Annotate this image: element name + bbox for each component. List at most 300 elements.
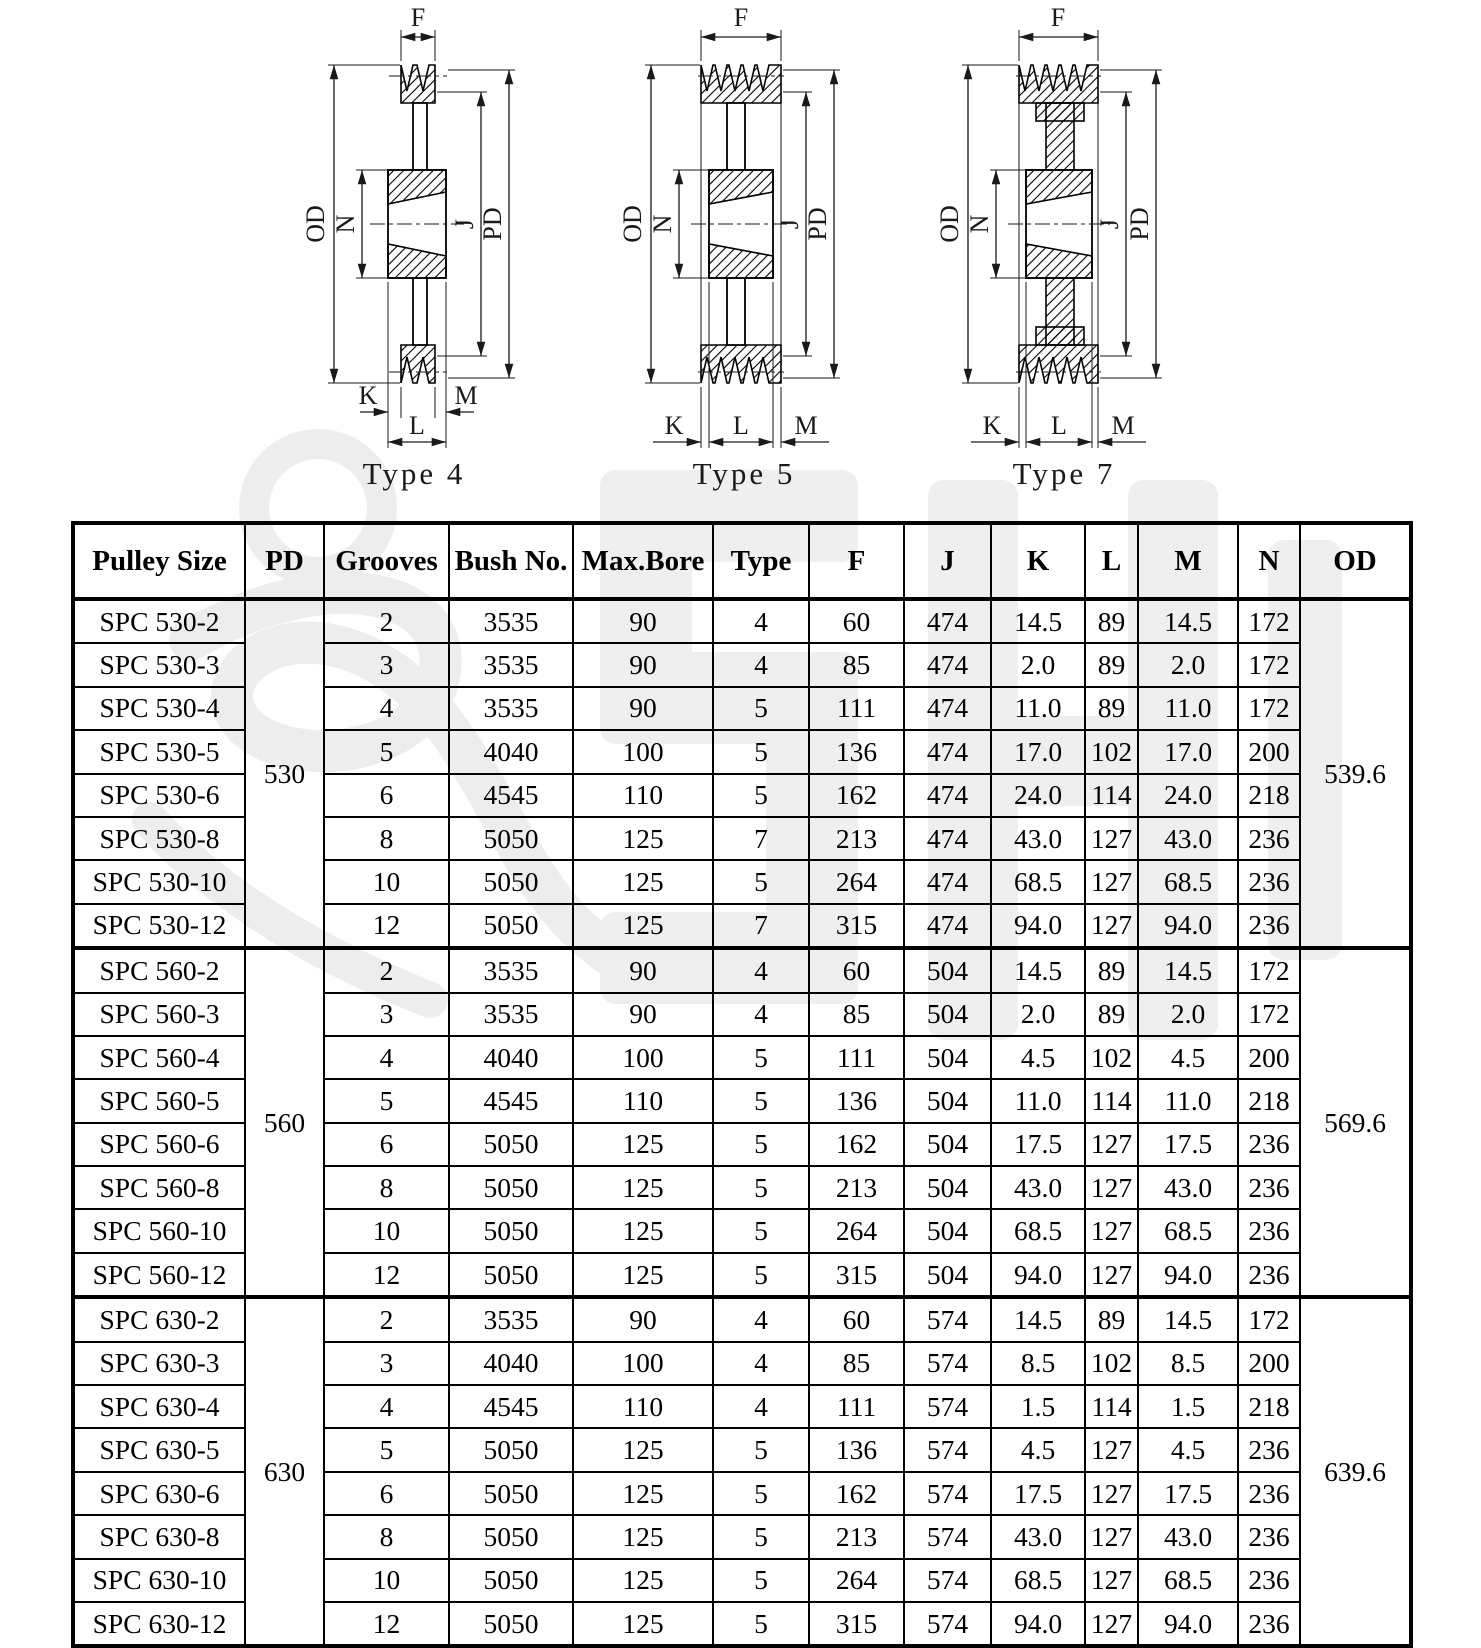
dim-label-m: M: [454, 381, 478, 410]
cell-value: 474: [904, 687, 991, 730]
cell-value: 315: [809, 1253, 904, 1297]
table-row: [73, 599, 1411, 643]
cell-value: 172: [1238, 643, 1300, 686]
cell-value: 14.5: [991, 1297, 1085, 1341]
column-header-pulley-size: Pulley Size: [73, 523, 245, 599]
cell-value: 236: [1238, 1166, 1300, 1209]
cell-value: 2.0: [1138, 643, 1238, 686]
cell-value: 504: [904, 1079, 991, 1122]
cell-value: 4040: [449, 1342, 573, 1385]
cell-value: 474: [904, 730, 991, 773]
cell-value: 236: [1238, 1602, 1300, 1646]
cell-value: 136: [809, 1079, 904, 1122]
cell-pulley-size: SPC 530-2: [73, 599, 245, 643]
cell-value: 11.0: [1138, 687, 1238, 730]
cell-pulley-size: SPC 530-6: [73, 774, 245, 817]
cell-value: 172: [1238, 948, 1300, 992]
cell-value: 125: [573, 1602, 713, 1646]
cell-value: 17.0: [1138, 730, 1238, 773]
cell-value: 264: [809, 860, 904, 903]
cell-value: 264: [809, 1559, 904, 1602]
cell-value: 3: [324, 1342, 449, 1385]
cell-value: 5: [713, 1559, 809, 1602]
cell-value: 43.0: [1138, 1515, 1238, 1558]
cell-value: 5050: [449, 1253, 573, 1297]
cell-value: 4: [713, 1342, 809, 1385]
cell-value: 236: [1238, 860, 1300, 903]
cell-value: 2.0: [1138, 993, 1238, 1036]
cell-value: 5: [713, 1166, 809, 1209]
cell-pulley-size: SPC 560-10: [73, 1209, 245, 1252]
cell-od-merged: 639.6: [1300, 1297, 1411, 1646]
cell-value: 68.5: [1138, 1559, 1238, 1602]
cell-value: 574: [904, 1428, 991, 1471]
cell-value: 17.0: [991, 730, 1085, 773]
cell-value: 8: [324, 1515, 449, 1558]
cell-value: 127: [1085, 1428, 1138, 1471]
cell-value: 114: [1085, 1079, 1138, 1122]
dim-label-f: F: [733, 3, 749, 32]
cell-value: 4: [713, 1297, 809, 1341]
cell-pulley-size: SPC 530-8: [73, 817, 245, 860]
cell-value: 5: [713, 1253, 809, 1297]
cell-value: 17.5: [991, 1472, 1085, 1515]
cell-value: 4: [324, 1036, 449, 1079]
cell-value: 200: [1238, 1342, 1300, 1385]
pulley-spec-table: [71, 521, 1413, 1648]
cell-value: 8: [324, 1166, 449, 1209]
cell-value: 4.5: [1138, 1036, 1238, 1079]
dim-label-n: N: [648, 214, 677, 234]
dim-label-od: OD: [301, 205, 330, 243]
cell-value: 68.5: [1138, 1209, 1238, 1252]
cell-value: 114: [1085, 1385, 1138, 1428]
table-row: [73, 1297, 1411, 1341]
cell-pulley-size: SPC 560-2: [73, 948, 245, 992]
cell-value: 125: [573, 817, 713, 860]
cell-value: 264: [809, 1209, 904, 1252]
cell-value: 5050: [449, 817, 573, 860]
column-header-pd: PD: [245, 523, 324, 599]
cell-value: 474: [904, 774, 991, 817]
cell-value: 5: [324, 730, 449, 773]
cell-value: 474: [904, 904, 991, 948]
cell-value: 236: [1238, 1253, 1300, 1297]
dim-label-pd: PD: [1125, 207, 1154, 241]
cell-value: 5: [713, 730, 809, 773]
cell-value: 127: [1085, 1253, 1138, 1297]
dim-label-j: J: [1095, 218, 1124, 230]
cell-value: 68.5: [1138, 860, 1238, 903]
cell-value: 218: [1238, 1079, 1300, 1122]
cell-value: 7: [713, 817, 809, 860]
cell-value: 236: [1238, 817, 1300, 860]
cell-value: 4040: [449, 730, 573, 773]
dim-label-od: OD: [935, 205, 964, 243]
cell-value: 7: [713, 904, 809, 948]
dim-label-f: F: [1050, 3, 1066, 32]
cell-value: 89: [1085, 599, 1138, 643]
cell-pulley-size: SPC 530-5: [73, 730, 245, 773]
pulley-drawing-type5: [606, 3, 926, 492]
cell-pulley-size: SPC 630-5: [73, 1428, 245, 1471]
cell-value: 315: [809, 904, 904, 948]
cell-value: 127: [1085, 860, 1138, 903]
cell-value: 162: [809, 1472, 904, 1515]
dim-label-l: L: [1051, 411, 1067, 440]
cell-value: 14.5: [991, 948, 1085, 992]
cell-value: 172: [1238, 687, 1300, 730]
cell-value: 8.5: [1138, 1342, 1238, 1385]
cell-od-merged: 569.6: [1300, 948, 1411, 1297]
cell-value: 5050: [449, 1428, 573, 1471]
cell-value: 5: [713, 860, 809, 903]
dim-label-k: K: [982, 411, 1002, 440]
cell-value: 474: [904, 599, 991, 643]
dim-label-pd: PD: [478, 207, 507, 241]
cell-value: 127: [1085, 904, 1138, 948]
cell-value: 3: [324, 643, 449, 686]
cell-value: 3535: [449, 993, 573, 1036]
cell-value: 5050: [449, 860, 573, 903]
cell-pulley-size: SPC 530-10: [73, 860, 245, 903]
pulley-cross-section-type4: [276, 3, 596, 454]
dim-label-j: J: [775, 218, 804, 230]
cell-value: 114: [1085, 774, 1138, 817]
cell-value: 125: [573, 1428, 713, 1471]
cell-value: 89: [1085, 1297, 1138, 1341]
cell-value: 5: [713, 1472, 809, 1515]
cell-value: 85: [809, 1342, 904, 1385]
cell-value: 60: [809, 1297, 904, 1341]
cell-value: 2: [324, 599, 449, 643]
cell-pulley-size: SPC 530-3: [73, 643, 245, 686]
cell-value: 90: [573, 1297, 713, 1341]
cell-value: 102: [1085, 730, 1138, 773]
cell-value: 89: [1085, 948, 1138, 992]
cell-value: 1.5: [991, 1385, 1085, 1428]
dim-label-f: F: [410, 3, 426, 32]
cell-value: 17.5: [991, 1123, 1085, 1166]
cell-value: 85: [809, 993, 904, 1036]
cell-pulley-size: SPC 630-12: [73, 1602, 245, 1646]
cell-value: 102: [1085, 1342, 1138, 1385]
cell-value: 236: [1238, 1559, 1300, 1602]
cell-value: 218: [1238, 774, 1300, 817]
cell-value: 3535: [449, 687, 573, 730]
cell-value: 102: [1085, 1036, 1138, 1079]
dim-label-k: K: [664, 411, 684, 440]
cell-value: 5: [713, 1515, 809, 1558]
cell-value: 3: [324, 993, 449, 1036]
cell-value: 172: [1238, 993, 1300, 1036]
cell-value: 125: [573, 1515, 713, 1558]
cell-value: 574: [904, 1385, 991, 1428]
cell-value: 1.5: [1138, 1385, 1238, 1428]
cell-value: 574: [904, 1342, 991, 1385]
cell-value: 111: [809, 687, 904, 730]
cell-value: 3535: [449, 948, 573, 992]
spec-table-header: [73, 523, 1411, 599]
cell-pulley-size: SPC 630-3: [73, 1342, 245, 1385]
cell-value: 162: [809, 1123, 904, 1166]
column-header-k: K: [991, 523, 1085, 599]
cell-value: 504: [904, 1166, 991, 1209]
column-header-bush-no-: Bush No.: [449, 523, 573, 599]
pulley-cross-section-type7: [926, 3, 1246, 454]
dim-label-m: M: [1111, 411, 1135, 440]
cell-value: 100: [573, 1342, 713, 1385]
cell-value: 110: [573, 774, 713, 817]
cell-value: 213: [809, 817, 904, 860]
cell-value: 125: [573, 904, 713, 948]
cell-value: 14.5: [1138, 599, 1238, 643]
cell-value: 125: [573, 1472, 713, 1515]
cell-value: 127: [1085, 1123, 1138, 1166]
cell-value: 504: [904, 1123, 991, 1166]
cell-value: 94.0: [991, 1253, 1085, 1297]
cell-value: 14.5: [991, 599, 1085, 643]
cell-value: 89: [1085, 643, 1138, 686]
cell-pd-merged: 560: [245, 948, 324, 1297]
cell-value: 5: [713, 687, 809, 730]
cell-value: 11.0: [991, 1079, 1085, 1122]
cell-value: 94.0: [1138, 1602, 1238, 1646]
dim-label-j: J: [450, 218, 479, 230]
cell-value: 5: [713, 1123, 809, 1166]
cell-pulley-size: SPC 530-4: [73, 687, 245, 730]
cell-value: 89: [1085, 687, 1138, 730]
cell-value: 68.5: [991, 860, 1085, 903]
cell-value: 11.0: [1138, 1079, 1238, 1122]
cell-pd-merged: 630: [245, 1297, 324, 1646]
cell-value: 4545: [449, 1079, 573, 1122]
cell-value: 5: [713, 774, 809, 817]
cell-pulley-size: SPC 560-12: [73, 1253, 245, 1297]
column-header-n: N: [1238, 523, 1300, 599]
cell-value: 43.0: [1138, 817, 1238, 860]
cell-value: 504: [904, 1209, 991, 1252]
cell-value: 213: [809, 1515, 904, 1558]
cell-value: 474: [904, 860, 991, 903]
cell-pulley-size: SPC 630-8: [73, 1515, 245, 1558]
cell-pulley-size: SPC 630-2: [73, 1297, 245, 1341]
dim-label-n: N: [965, 214, 994, 234]
cell-value: 5050: [449, 1559, 573, 1602]
cell-value: 89: [1085, 993, 1138, 1036]
dim-label-m: M: [794, 411, 818, 440]
cell-value: 4545: [449, 774, 573, 817]
cell-value: 90: [573, 687, 713, 730]
cell-value: 127: [1085, 817, 1138, 860]
cell-value: 5050: [449, 904, 573, 948]
cell-value: 127: [1085, 1515, 1138, 1558]
cell-value: 5050: [449, 1515, 573, 1558]
cell-value: 8.5: [991, 1342, 1085, 1385]
cell-value: 4: [713, 1385, 809, 1428]
cell-value: 574: [904, 1559, 991, 1602]
cell-value: 14.5: [1138, 948, 1238, 992]
cell-value: 504: [904, 1253, 991, 1297]
dim-label-od: OD: [618, 205, 647, 243]
cell-value: 574: [904, 1472, 991, 1515]
cell-value: 125: [573, 1559, 713, 1602]
cell-value: 125: [573, 860, 713, 903]
cell-value: 236: [1238, 1472, 1300, 1515]
cell-value: 236: [1238, 1428, 1300, 1471]
cell-pulley-size: SPC 560-5: [73, 1079, 245, 1122]
cell-value: 5050: [449, 1123, 573, 1166]
cell-value: 4.5: [1138, 1428, 1238, 1471]
cell-value: 172: [1238, 1297, 1300, 1341]
cell-value: 236: [1238, 904, 1300, 948]
cell-value: 574: [904, 1297, 991, 1341]
cell-value: 4.5: [991, 1036, 1085, 1079]
cell-value: 4545: [449, 1385, 573, 1428]
cell-value: 5050: [449, 1472, 573, 1515]
cell-value: 11.0: [991, 687, 1085, 730]
cell-value: 127: [1085, 1602, 1138, 1646]
cell-value: 236: [1238, 1515, 1300, 1558]
cell-value: 100: [573, 730, 713, 773]
cell-value: 110: [573, 1079, 713, 1122]
dim-label-l: L: [733, 411, 749, 440]
cell-value: 4: [713, 948, 809, 992]
cell-value: 574: [904, 1602, 991, 1646]
cell-value: 574: [904, 1515, 991, 1558]
cell-value: 43.0: [991, 817, 1085, 860]
dim-label-l: L: [409, 411, 425, 440]
cell-value: 12: [324, 1253, 449, 1297]
cell-pulley-size: SPC 630-4: [73, 1385, 245, 1428]
cell-value: 5: [713, 1428, 809, 1471]
pulley-drawing-type7: [926, 3, 1246, 492]
cell-value: 68.5: [991, 1559, 1085, 1602]
column-header-l: L: [1085, 523, 1138, 599]
cell-value: 3535: [449, 643, 573, 686]
cell-value: 504: [904, 948, 991, 992]
cell-value: 4.5: [991, 1428, 1085, 1471]
cell-value: 5: [713, 1602, 809, 1646]
cell-value: 4: [713, 599, 809, 643]
cell-value: 236: [1238, 1209, 1300, 1252]
cell-value: 236: [1238, 1123, 1300, 1166]
cell-value: 2.0: [991, 993, 1085, 1036]
cell-value: 8: [324, 817, 449, 860]
cell-value: 127: [1085, 1209, 1138, 1252]
cell-value: 5: [713, 1036, 809, 1079]
cell-value: 2: [324, 948, 449, 992]
cell-value: 125: [573, 1166, 713, 1209]
column-header-type: Type: [713, 523, 809, 599]
cell-value: 172: [1238, 599, 1300, 643]
cell-value: 4: [324, 1385, 449, 1428]
cell-pulley-size: SPC 560-3: [73, 993, 245, 1036]
cell-value: 17.5: [1138, 1123, 1238, 1166]
cell-value: 127: [1085, 1166, 1138, 1209]
cell-value: 136: [809, 730, 904, 773]
cell-value: 5: [324, 1079, 449, 1122]
cell-value: 111: [809, 1385, 904, 1428]
cell-value: 5: [324, 1428, 449, 1471]
cell-value: 10: [324, 1209, 449, 1252]
cell-value: 315: [809, 1602, 904, 1646]
cell-value: 90: [573, 599, 713, 643]
cell-value: 200: [1238, 1036, 1300, 1079]
cell-value: 5: [713, 1079, 809, 1122]
cell-value: 4040: [449, 1036, 573, 1079]
cell-value: 6: [324, 1472, 449, 1515]
cell-value: 85: [809, 643, 904, 686]
cell-value: 43.0: [991, 1515, 1085, 1558]
cell-value: 200: [1238, 730, 1300, 773]
cell-value: 4: [713, 643, 809, 686]
cell-value: 110: [573, 1385, 713, 1428]
cell-value: 5050: [449, 1166, 573, 1209]
cell-value: 17.5: [1138, 1472, 1238, 1515]
cell-value: 5050: [449, 1602, 573, 1646]
cell-pulley-size: SPC 630-10: [73, 1559, 245, 1602]
cell-value: 125: [573, 1253, 713, 1297]
column-header-j: J: [904, 523, 991, 599]
cell-value: 2: [324, 1297, 449, 1341]
cell-value: 3535: [449, 599, 573, 643]
cell-value: 94.0: [991, 904, 1085, 948]
column-header-grooves: Grooves: [324, 523, 449, 599]
cell-value: 504: [904, 993, 991, 1036]
cell-value: 10: [324, 860, 449, 903]
cell-value: 43.0: [991, 1166, 1085, 1209]
cell-value: 127: [1085, 1472, 1138, 1515]
cell-value: 94.0: [1138, 1253, 1238, 1297]
cell-value: 504: [904, 1036, 991, 1079]
cell-value: 60: [809, 948, 904, 992]
cell-value: 12: [324, 904, 449, 948]
cell-value: 94.0: [1138, 904, 1238, 948]
cell-pulley-size: SPC 560-8: [73, 1166, 245, 1209]
cell-value: 4: [713, 993, 809, 1036]
cell-value: 218: [1238, 1385, 1300, 1428]
cell-value: 24.0: [991, 774, 1085, 817]
cell-value: 111: [809, 1036, 904, 1079]
cell-value: 4: [324, 687, 449, 730]
cell-value: 127: [1085, 1559, 1138, 1602]
drawing-caption-type7: Type 7: [1012, 456, 1116, 491]
cell-value: 14.5: [1138, 1297, 1238, 1341]
pulley-cross-section-type5: [606, 3, 926, 454]
column-header-od: OD: [1300, 523, 1411, 599]
dim-label-k: K: [358, 381, 378, 410]
cell-value: 474: [904, 643, 991, 686]
cell-value: 90: [573, 643, 713, 686]
cell-value: 90: [573, 948, 713, 992]
cell-value: 24.0: [1138, 774, 1238, 817]
cell-pd-merged: 530: [245, 599, 324, 948]
table-row: [73, 948, 1411, 992]
cell-value: 90: [573, 993, 713, 1036]
dim-label-pd: PD: [803, 207, 832, 241]
cell-value: 5050: [449, 1209, 573, 1252]
cell-value: 3535: [449, 1297, 573, 1341]
cell-value: 2.0: [991, 643, 1085, 686]
drawing-caption-type5: Type 5: [692, 456, 796, 491]
cell-value: 162: [809, 774, 904, 817]
column-header-m: M: [1138, 523, 1238, 599]
cell-value: 100: [573, 1036, 713, 1079]
cell-value: 213: [809, 1166, 904, 1209]
cell-value: 60: [809, 599, 904, 643]
column-header-max-bore: Max.Bore: [573, 523, 713, 599]
